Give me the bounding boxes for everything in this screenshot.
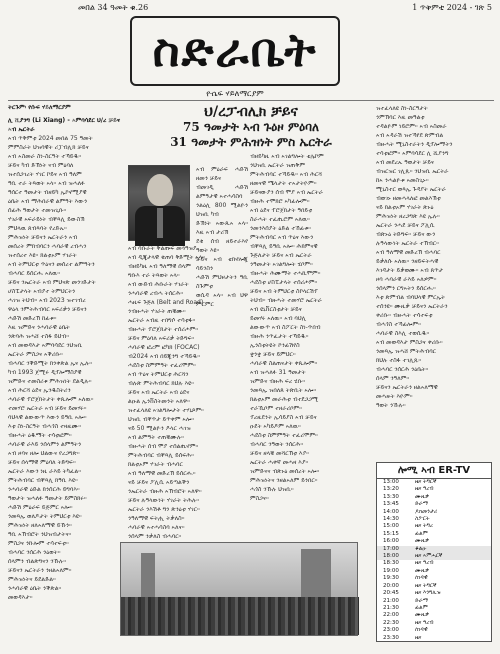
text-line: ዝምድና ተመስሪቱ ምሕዝነት ደልዲሉ። xyxy=(8,378,92,385)
text-line: ምትሕብባር ብቐጻሊ ይሰፍሕ። xyxy=(128,452,194,459)
text-line: ቻይና ኣብ ትምህርቲ ስኮላርሽፕ xyxy=(250,288,318,295)
text-line: ኣብ ውድብ ሕቡራት ሃገራት xyxy=(128,281,189,288)
text-line: ዓወት ንኹሉ። xyxy=(376,402,406,409)
text-line: ልውውጥ ኣብ ስፖርት ስነ-ጥበብ xyxy=(250,324,321,331)
text-line: ኣብ ሕርሻ ዕደና ኢንዱስትሪን xyxy=(8,387,71,394)
text-line: ብሓባር ንሰርሕ ንዕቤት። xyxy=(376,366,429,373)
text-line: ቻይናን ኤርትራን ዘልኣለማዊ xyxy=(376,384,438,391)
text-line: ብዙሓት ፕሮጀክታት ተሰሪሖም። xyxy=(128,326,199,333)
tv-time: 13:30 xyxy=(383,493,399,500)
text-line: ቻይና ኣብ ቴክኖሎጂ ሳይንስን xyxy=(196,256,248,272)
text-line: ንሓባራዊ ረብሓ ትሰርሕ። xyxy=(128,290,184,297)
divider xyxy=(8,100,494,101)
text-line: ምሕዝነትና ይደልድል። xyxy=(8,576,56,583)
article-column-1 xyxy=(8,116,120,646)
text-line: ቻይና ሉዓላውነት ሃገራት ትሕሉ። xyxy=(128,497,200,504)
text-line: ኣብ ዕደና ፕሮጀክታት ዓበይቲ xyxy=(250,207,313,214)
text-line: ሓባራዊ ፎረም ፎካክ (FOCAC) xyxy=(128,344,200,351)
text-line: ሓባራዊ ስልጠናታት ቀጺሎም። xyxy=(250,360,318,367)
text-line: ኣብ መደረኡ ዓወታት ቻይና xyxy=(376,159,435,166)
text-line: ብሓባር ንሰርሕ ንዕወት። xyxy=(8,549,61,556)
text-line: ንመጻኢ ዝሓሸ ምትሕብባር xyxy=(376,348,436,355)
tv-time: 19:00 xyxy=(383,567,399,574)
text-line: ብዙሕ ንጥፈታት ተኻይዱ። xyxy=(250,333,309,340)
text-line: ኤርትራ ምስጋና ኣቕሪቡ። xyxy=(8,351,63,358)
tv-schedule-row xyxy=(377,531,491,538)
text-line: መወዳእታ። xyxy=(8,594,33,601)
tv-schedule-row xyxy=(377,575,491,582)
text-line: ንሓባራዊ ዕድል ክንሰርሕ ይግባእ። xyxy=(8,486,80,493)
tv-schedule-row xyxy=(377,516,491,523)
text-line: ክህሉ ተስፋ ተገሊጹ። xyxy=(376,357,422,364)
text-line: ንህዝቢ ኤርትራ ዝጠቅም xyxy=(250,162,305,169)
text-line: ዘመናዊ ሜላታት ተኣታትዮም። xyxy=(250,180,317,187)
text-line: ንመንእሰያት ዕድል ተኸፊቱ። xyxy=(250,225,311,232)
tv-program: ዜና ትግርኛ xyxy=(415,479,437,485)
text-line: ብ2024 ኣብ በይጂንግ ተኻይዱ። xyxy=(128,353,201,360)
text-line: ሓገዝ ትህብ። ኣብ 2023 ዝተገብረ xyxy=(8,297,86,304)
portrait-photo xyxy=(128,165,190,241)
tv-program: ድራማ xyxy=(415,501,429,508)
tv-time: 17:00 xyxy=(383,545,399,552)
tv-schedule-list xyxy=(377,479,491,642)
text-line: እገዳታት ይቃወሙ። ኣብ ጸጥታ xyxy=(376,267,444,274)
text-line: ሓደስቲ ስምምዓት ተፈሪሞም። xyxy=(128,362,196,369)
text-line: ብቐጻሊ ይዓቢ ኣሎ። ሕክምናዊ xyxy=(250,243,318,250)
tv-schedule-row xyxy=(377,538,491,545)
tv-schedule-row xyxy=(377,509,491,516)
tv-schedule-row xyxy=(377,523,491,530)
tv-time: 15:15 xyxy=(383,530,399,537)
text-line: ምምስራት ህዝባዊት ሪፓብሊክ ቻይና xyxy=(8,144,89,151)
text-line: ቋንቋ ቻይና ይምህር። xyxy=(250,351,296,358)
text-line: ዞባ ሓባራዊ ራእይ ኣለዎም። xyxy=(376,276,437,283)
text-line: ኣብ ዞባና ዘሎ ህልውና የረጋግጽ። xyxy=(8,450,80,457)
tv-schedule-row xyxy=(377,501,491,508)
text-line: ጉጅለታት ቻይና ኣብ ኤርትራ xyxy=(250,252,312,259)
tv-program: ዜና ዓረብ xyxy=(415,486,434,493)
tv-program: ዶክመንታሪ xyxy=(415,508,438,515)
text-line: ሆስፒታላት ኣብያተ ትምህርትን xyxy=(8,288,76,295)
article-headline xyxy=(132,104,370,150)
text-line: ምህላዉ ጸብጻባት የረድኡ። xyxy=(8,225,67,232)
text-line: ሰላምን ብልጽግናን ንኹሉ። xyxy=(8,558,67,565)
text-line: ኣብ ጥዕና ትምህርቲ ሕርሻን xyxy=(128,371,189,378)
text-line: ብዙሓት ሰብ ሞያ ተሰልጢኖም። xyxy=(128,443,199,450)
text-line: ምሕዝነት ዘረጋግጽ እዩ ኢሉ። xyxy=(376,213,440,220)
headline-line-1: ህ/ረፓብሊክ ቻይና xyxy=(204,104,298,120)
text-line: ንዓለማዊ ፍትሒ ትቃለስ። xyxy=(128,515,185,522)
tv-time: 13:20 xyxy=(383,486,399,493)
tv-schedule-title: ሎሚ ኣብ ER-TV xyxy=(377,463,491,479)
tv-time: 18:00 xyxy=(383,553,399,560)
text-line: ስራሓት ተፈጢሮም ኣለዉ። xyxy=(250,216,310,223)
text-line: ዝተፈላለዩ ኣገልግሎታት ተሃኒጾም። xyxy=(128,407,204,414)
tv-time: 16:00 xyxy=(383,538,399,545)
text-line: እቲ ስነ-ስርዓት ብሓጎስ ተዛዚሙ። xyxy=(8,423,82,430)
text-line: ሓድሽ መድረኽ ከፊቱ። xyxy=(8,315,57,322)
tv-schedule-row xyxy=(377,590,491,597)
text-line: ዕቤት ኣብ ማሕበራዊ ልምዓት እውን xyxy=(8,198,88,205)
text-line: እቲ ጽምብል ብባህላዊ ምርኢት xyxy=(376,294,446,301)
photo-building xyxy=(141,553,155,603)
text-line: ምትሕብባር ኣብ ጥዕና እውን xyxy=(250,234,314,241)
author-lead: ሊ ሺያንግ (Li Xiang) - ኣምባሳደር ህ/ረ ቻይና ኣብ ኤርትራ xyxy=(8,117,120,133)
text-line: ምሕዝነት ዘለኣለማዊ ይኹን። xyxy=(8,522,72,529)
tv-program: ቆልዑ xyxy=(415,545,427,552)
text-line: ብሓባር ንቕድሚት ክንቀጽል ኢና ኢሉ። xyxy=(8,360,93,367)
text-line: ኣብ ምዕራፍ ሓድሽ ዘመን ቻይና xyxy=(196,166,248,182)
text-line: ዝምድናና ብጽኑዕ መሰረት ኣሎ። xyxy=(250,468,320,475)
text-line: ንኤርትራ ብዙሕ ኣኽብሮት ኣለዋ። xyxy=(128,488,202,495)
byline: ትርጉም፡ የሱፍ ሃይለማርያም xyxy=(8,104,71,111)
text-line: ዓሰርተ ዓመታት ብዘይካ ኢኮኖሚያዊ xyxy=(8,189,87,196)
text-line: ብጽኑዕ ትድግፍ። ቻይና ውን xyxy=(376,231,436,238)
tv-schedule-row xyxy=(377,635,491,642)
text-line: ንዓመታት ኣገልግሎት ሂቦም። xyxy=(250,261,313,268)
text-line: ሓዚፍ ጉጅለ (Belt and Road) xyxy=(128,299,204,306)
text-line: ኣብ መወዳእታ ምስጋና ቀሪቡ። xyxy=(376,339,443,346)
tv-program: ሙዚቃ xyxy=(415,612,430,619)
text-line: ኣብ መወዳእታ ኣምባሳደር ንህዝቢ xyxy=(8,342,83,349)
text-line: ምስጋና ንኩሎም ተሳተፍቲ። xyxy=(8,540,69,547)
text-line: ምስጋና። xyxy=(250,495,269,502)
text-line: ተሰንዩ። ሙዚቃ ቻይናን ኤርትራን xyxy=(376,303,448,310)
text-line: ብዙሓት ዕዱማት ተሳቲፎም። xyxy=(8,432,72,439)
tv-program: ዜና ዓረብ xyxy=(415,560,434,567)
tv-schedule-row xyxy=(377,598,491,605)
text-line: ልዑል ኢንቨስትመንት ኣለዋ። xyxy=(128,398,190,405)
text-line: ዓወታት ዝሓለፉ ዓመታት ይምስክሩ። xyxy=(8,495,87,502)
text-line: ብዙሕ ተሞክሮ ኣካፊሎም። xyxy=(250,198,310,205)
tv-schedule-row xyxy=(377,605,491,612)
text-line: ባህላዊ ልውውጥ እውን ይዓቢ ኣሎ። xyxy=(8,414,87,421)
text-line: ንመጻኢ ወለዶታት ትምህርቲ እዩ። xyxy=(8,513,82,520)
photo-crowd-people xyxy=(121,597,359,635)
text-line: ሓባራዊ ፕሮጀክትታት ቀጺሎም ኣለዉ። xyxy=(8,396,94,403)
tv-time: 23:00 xyxy=(383,627,399,634)
text-line: ሚኒስተር ወጻኢ ጉዳያት ኤርትራ xyxy=(376,186,446,193)
text-line: ብወገኑ ዘመሓላለፎ መልእኽቲ xyxy=(376,195,441,202)
text-line: ኤርትራ ንሓደ ቻይና ፖሊሲ xyxy=(376,222,435,229)
text-line: ሓባራዊ ኣተሓሳስባ ኣለና። xyxy=(128,524,185,531)
column-2-side-text xyxy=(196,165,248,309)
tv-time: 21:00 xyxy=(383,597,399,604)
text-line: ክልቲኦም ሃገራት ብሓባር xyxy=(128,461,183,468)
column-1-text xyxy=(8,134,120,602)
text-line: ምትሕብባር ብቐጻሊ ክዓቢ እዩ። xyxy=(8,477,78,484)
tv-time: 14:30 xyxy=(383,516,399,523)
headline-line-3: 31 ዓመታት ምሕዝነት ምስ ኤርትራ xyxy=(170,135,332,149)
portrait-face xyxy=(147,174,173,206)
tv-time: 20:00 xyxy=(383,582,399,589)
text-line: ኢንስቲትዩት ኮንፊሽየስ xyxy=(250,342,300,349)
text-line: ናይ 50 ሚልዮን ዶላር ሓገዝ xyxy=(128,425,191,432)
text-line: ኣብ ኣዳራሽ ዝተኻየደ ጽምብል xyxy=(376,132,444,139)
tv-time: 23:30 xyxy=(383,634,399,641)
text-line: ኣብ ዓለማዊ መድረኽ ይሰርሑ። xyxy=(128,470,196,477)
text-line: ወሲዳ ኣላ። ኣብ ህዋ ምርምር xyxy=(196,292,248,308)
article-column-4 xyxy=(376,104,492,458)
text-line: ቀሪቡ። ብዙሓት ተሳተፍቲ xyxy=(376,312,433,319)
text-line: ድኽነት ኣውጺኣ ኣላ። እዚ ኣብ ታሪኽ xyxy=(196,220,248,236)
text-line: ሓድሽ ምህዞታትን ዓቢ ስጉምቲ xyxy=(196,274,248,290)
text-line: ሓባራዊ ራእይ ንሰላምን ልምዓትን xyxy=(8,441,82,448)
text-line: ዝተሰረተ እዩ። ክልቲኦም ሃገራት xyxy=(8,252,77,259)
text-line: ሓደስቲ ስምምዓት ተፈሪሞም። xyxy=(250,432,318,439)
text-line: ቻይና ሰላማዊ ምዕባለ ትድግፍ። xyxy=(8,459,76,466)
text-line: ፕረዚደንት ኢሳይያስ ኣብ ቻይና xyxy=(250,414,317,421)
masthead xyxy=(130,16,340,86)
text-line: እዚ ዝምድና ንሓባራዊ ዕቤት xyxy=(8,324,70,331)
text-line: ኣብ ዲጂታላዊ ቁጠባ ቅድሚት ኣላ። xyxy=(128,254,205,261)
tv-time: 13:45 xyxy=(383,501,399,508)
tv-time: 18:30 xyxy=(383,560,399,567)
tv-program: ዜና xyxy=(415,634,422,641)
text-line: ቻይና ምዕባለ ኣፍሪቃ ትድግፍ። xyxy=(128,335,195,342)
column-3-text xyxy=(250,152,368,503)
tv-schedule-row xyxy=(377,612,491,619)
text-line: ቻይናን ኤርትራን ንዘልኣለም። xyxy=(8,567,72,574)
text-line: ተራኺቦም ተዘራሪቦም። xyxy=(250,405,302,412)
text-line: ንጽባሕ ዝሓሸ ተስፋ ይህብ። xyxy=(8,333,69,340)
text-line: ሓድሽ ምዕራፍ ይጅምር ኣሎ። xyxy=(8,504,73,511)
tv-program: ድራማ xyxy=(415,597,429,604)
text-line: ደቂ ሰብ ዘይተራእየ ዓወት እዩ። xyxy=(196,238,248,254)
text-line: ቻይና ካብ ድኽነት ናብ ምዕባለ xyxy=(8,162,74,169)
tv-program: ሙዚቃ xyxy=(415,567,430,574)
text-line: ብዝርዝር ገሊጹ። ንህዝቢ ኤርትራ xyxy=(376,168,449,175)
text-line: ኤርትራ ንእሽቶ ግን ጽንዕቲ ሃገር። xyxy=(128,506,200,513)
text-line: ተሳቲፎም። ኣምባሳደር ሊ ሺያንግ xyxy=(376,150,449,157)
tv-time: 19:30 xyxy=(383,575,399,582)
text-line: ዝተሰጋገረት ሃገር ኮይና ኣብ ዓለም xyxy=(8,171,82,178)
page-header xyxy=(0,0,500,16)
text-line: ኣብ ጥቅምቲ 2024 መበል 75 ዓመት xyxy=(8,135,93,142)
tv-schedule-row xyxy=(377,568,491,575)
text-line: ምትሕብባር ተኻይዱ። ኣብ ሕርሻ xyxy=(250,171,322,178)
text-line: ምሕዝነትና ንዘልኣለም ይንበር። xyxy=(250,477,318,484)
column-4-text xyxy=(376,104,492,410)
text-line: ዓቢ ተራ ትጻወት ኣላ። ኣብ ዝሓለፉ xyxy=(8,180,85,187)
text-line: ብዙሓት ሚኒስተራትን ዲፕሎማትን xyxy=(376,141,453,148)
text-line: ቻይና ኣብ ኤርትራ ኣብ ዕደና xyxy=(128,389,190,396)
portrait-tie xyxy=(157,208,163,238)
text-line: ሰላም ንዓለም። xyxy=(376,375,410,382)
tv-time: 20:45 xyxy=(383,590,399,597)
text-line: መሓዙት እዮም። xyxy=(376,393,413,400)
text-line: ኣብ ባቡራት ቅልጡፍ መጓዓዝያ xyxy=(128,245,197,252)
text-line: መሰረት ምክብባርን ሓባራዊ ረብሓን xyxy=(8,243,87,250)
text-line: ክልቲኦም መራሕቲ ብተደጋጋሚ xyxy=(250,396,319,403)
tv-schedule-row xyxy=(377,479,491,486)
tv-schedule-row xyxy=(377,494,491,501)
article-column-2-side xyxy=(196,165,248,308)
text-line: ዓቢ ኣኽብሮት ንህዝብታትና። xyxy=(8,531,72,538)
text-line: ናይ ቻይና ፖሊሲ ኣይጣልቕን xyxy=(128,479,190,486)
text-line: ብሓባር ንዓወት ንሰርሕ። xyxy=(250,441,304,448)
tv-schedule-row xyxy=(377,486,491,493)
text-line: ኣብ ልምዓት ተጠቒሙሉ። xyxy=(128,434,184,441)
text-line: ኣብ ዩኒቨርስቲታት ቻይና xyxy=(250,306,302,313)
text-line: ግቡእ ተራ ትጻወት ኣላ። xyxy=(128,272,180,279)
tv-program: ዜና ኣምሓርኛ xyxy=(415,553,443,560)
tv-program: ስፖርት xyxy=(415,516,430,523)
tv-time: 21:30 xyxy=(383,604,399,611)
tv-program: ዜና እንግሊዝ xyxy=(415,590,441,597)
tv-time: 22:00 xyxy=(383,612,399,619)
text-line: ሉዓላውነት ኤርትራ ተኽብር። xyxy=(376,240,439,247)
date-page: 1 ጥቅምቲ 2024 - ገጽ 5 xyxy=(412,3,492,12)
text-line: ሃገራዊ ኣፍራይነት ብቐጻሊ ይውስኽ xyxy=(8,216,85,223)
tv-schedule-box xyxy=(376,462,492,642)
text-line: ንምኽባር እዚ መዓልቲ xyxy=(376,114,425,121)
headline-line-2: 75 ዓመታት ኣብ ጉዕዞ ምዕባለ xyxy=(182,120,320,134)
text-line: ተመሃሮ ኤርትራ ኣብ ቻይና ይመሃሩ። xyxy=(8,405,87,412)
tv-program: ሙዚቃ xyxy=(415,493,430,500)
text-line: ይቃለሱ ኣለዉ። ንዘይፍትሓዊ xyxy=(376,258,439,265)
text-line: ሰፊሕ ዓወታት ተመዝጊቡ። xyxy=(8,207,67,214)
text-line: ብዘይካዚ ኣብ ዓለማዊ ሰላም xyxy=(128,263,191,270)
text-line: ኣብ ዝሓለፉ 31 ዓመታት xyxy=(250,369,306,376)
text-line: ብሉጽ ምትሕብባር ክህሉ እዩ። xyxy=(128,380,194,387)
text-line: ንሓባራዊ ዕቤት ንቕጽል። xyxy=(8,585,62,592)
text-line: ኣብ ኣስመራ ስነ-ስርዓት ተኻይዱ። xyxy=(8,153,82,160)
tv-time: 15:00 xyxy=(383,523,399,530)
text-line: ተዳልዮም ነይሮም። ኣብ ኣስመራ xyxy=(376,123,447,130)
text-line: ዑደት ኣካይዶም ኣለዉ። xyxy=(250,423,301,430)
text-line: ንመጻኢ ዝበለጸ ትጽቢት ኣሎ። xyxy=(250,387,317,394)
text-line: ካብ 1993 ጀሚሩ ዲፕሎማስያዊ xyxy=(8,369,82,376)
masthead-subtitle: ዮሴፍ ሃይለማርያም xyxy=(206,89,264,98)
text-line: ቻይናውያን ሰብ ሞያ ኣብ ኤርትራ xyxy=(250,189,324,196)
text-line: ዝተፈላለዩ ስነ-ስርዓታት xyxy=(376,105,428,112)
tv-schedule-row xyxy=(377,553,491,560)
tv-schedule-row xyxy=(377,620,491,627)
issue-number: መበል 34 ዓመት ቁ.26 xyxy=(78,3,149,12)
tv-schedule-row xyxy=(377,583,491,590)
text-line: ዝምድና ብዙሕ ፍረ ሂቡ። xyxy=(250,378,306,385)
text-line: ኤርትራ እውን ነዚ ራእይ ትካፈል። xyxy=(8,468,82,475)
tv-program: ሰነዳዊ xyxy=(415,627,428,634)
text-line: ኣብ ዓለማዊ መድረኽ ብሓባር xyxy=(376,249,441,256)
tv-program: ሰነዳዊ xyxy=(415,575,428,582)
tv-program: ፊልም xyxy=(415,530,428,537)
tv-program: ሙዚቃ xyxy=(415,538,430,545)
text-line: ንልዕሊ 800 ሚልዮን ህዝቢ ካብ xyxy=(196,202,248,218)
text-line: ምሕዝነት ቻይናን ኤርትራን ኣብ xyxy=(8,234,78,241)
tv-time: 13:00 xyxy=(383,479,399,485)
text-line: ብመገዲ ሓድሽ ልምዓታዊ ኣተሓሳስባ xyxy=(196,184,248,200)
text-line: ብሓጎስ ተኻፊሎም። xyxy=(376,321,421,328)
tv-schedule-row xyxy=(377,546,491,553)
tv-schedule-row xyxy=(377,560,491,567)
text-line: ንብዙሓት ሃገራት ጠቒሙ። xyxy=(128,308,186,315)
text-line: ናይ ክልቲኦም ሃገራት ጽኑዕ xyxy=(376,204,434,211)
text-line: ንሰላም ንቃለስ ብሓባር። xyxy=(128,533,182,540)
text-line: ከኣ ንሓልዮቱ ኣመስጊኑ። xyxy=(376,177,429,184)
crowd-photo xyxy=(120,542,358,636)
text-line: ሓደስቲ ሆስፒታላት ተሰሪሖም። xyxy=(250,279,318,286)
masthead-title: ስድራቤት xyxy=(152,23,318,77)
text-line: ኤርትራ ሓቀኛ መሓዛ እያ። xyxy=(250,459,309,466)
text-line: ንሰላምን ርግኣትን ይሰርሑ። xyxy=(376,285,436,292)
text-line: ቻይና ንኤርትራ ኣብ ምህናጽ መንገድታት xyxy=(8,279,96,286)
text-line: ብዙሓት ሕሙማት ተሓኪሞም። xyxy=(250,270,321,277)
text-line: ኣብ ትምህርቲ ጥዕናን መሰረተ ልምዓትን xyxy=(8,261,95,268)
text-line: ብሓባር ይሰርሑ ኣለዉ። xyxy=(8,270,61,277)
text-line: ቻይና ዘላቒ መሻርኽቲ እያ። xyxy=(250,450,309,457)
article-column-3 xyxy=(250,152,368,540)
text-line: ብዘይካዚ ኣብ ኣገልግሎት ቴሌኮም xyxy=(250,153,324,160)
text-line: ይመሃሩ ኣለዉ። ኣብ ባህሊ xyxy=(250,315,307,322)
tv-program: ዜና ትግርኛ xyxy=(415,582,437,589)
tv-program: ዜና ዓረብ xyxy=(415,619,434,626)
text-line: ዋዕላ ንምትሕብባር ኣፍሪቃን ቻይናን xyxy=(8,306,87,313)
tv-time: 22:30 xyxy=(383,619,399,626)
text-line: ህዝቢ ብቐጥታ ይጥቀም ኣሎ። xyxy=(128,416,195,423)
text-line: ትህብ። ብዙሓት ተመሃሮ ኤርትራ xyxy=(250,297,322,304)
tv-time: 14:00 xyxy=(383,508,399,515)
text-line: ኤርትራ ኣብዚ ተበግሶ ተሳቲፋ። xyxy=(128,317,196,324)
text-line: ሓባራዊ ስእሊ ተወሲዱ። xyxy=(376,330,430,337)
tv-program: ዜና ትግረ xyxy=(415,523,434,530)
tv-schedule-row xyxy=(377,627,491,634)
text-line: ሓጎስ ንኹሉ ህዝቢ። xyxy=(250,486,294,493)
tv-program: ፊልም xyxy=(415,604,428,611)
